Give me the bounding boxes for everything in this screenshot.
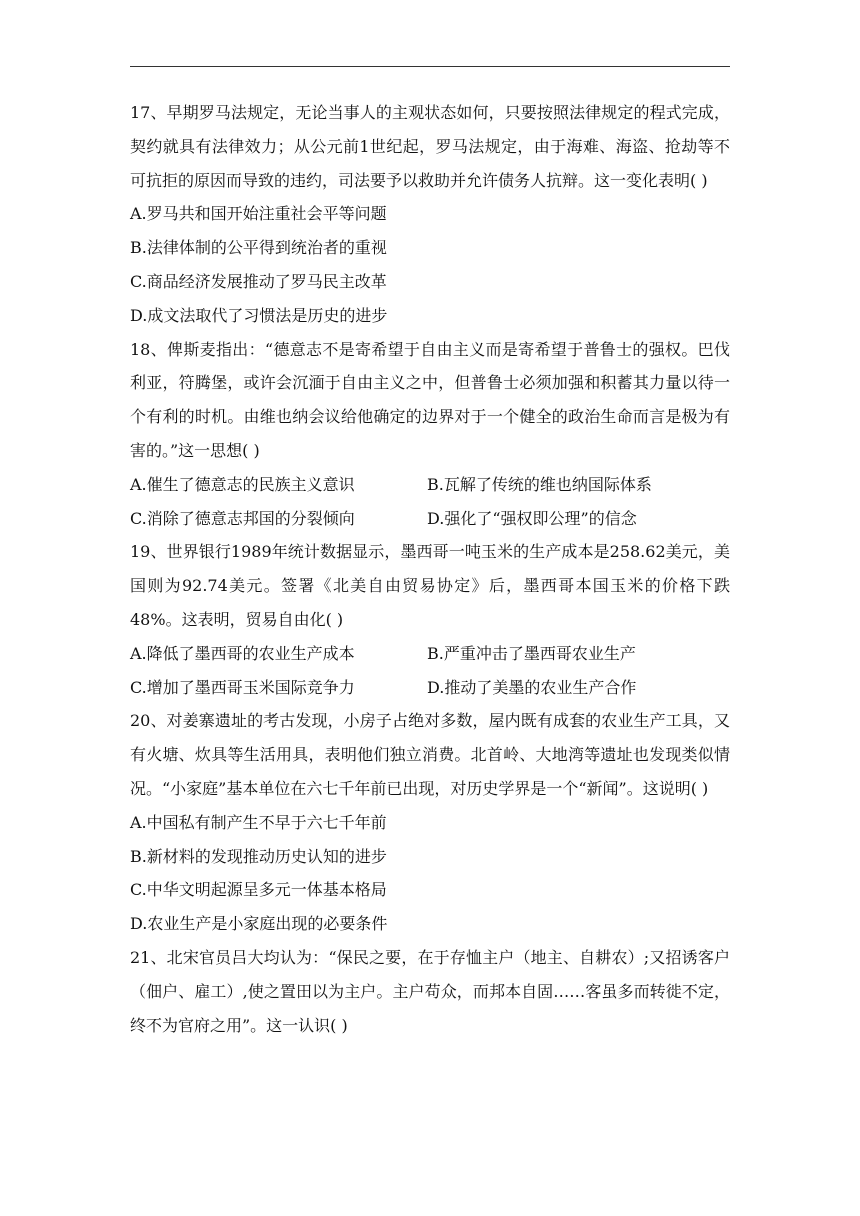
option-c: C.增加了墨西哥玉米国际竞争力	[130, 677, 355, 697]
option-b: B.严重冲击了墨西哥农业生产	[427, 643, 636, 663]
option-c: C.商品经济发展推动了罗马民主改革	[130, 271, 387, 291]
option-a: A.中国私有制产生不早于六七千年前	[130, 812, 387, 832]
option-b: B.瓦解了传统的维也纳国际体系	[427, 474, 652, 494]
option-d: D.强化了“强权即公理”的信念	[427, 508, 637, 528]
question-list	[130, 96, 730, 1042]
option-c: C.消除了德意志邦国的分裂倾向	[130, 508, 355, 528]
question-stem: 17、早期罗马法规定，无论当事人的主观状态如何，只要按照法律规定的程式完成，契约就具有法律效力；从公元前1世纪起，罗马法规定，由于海难、海盗、抢劫等不可抗拒的原因而导致的违约，司法要予以救助并允许债务人抗辩。这一变化表明( )	[130, 103, 730, 190]
option-a: A.催生了德意志的民族主义意识	[130, 474, 355, 494]
question-stem: 18、俾斯麦指出：“德意志不是寄希望于自由主义而是寄希望于普鲁士的强权。巴伐利亚，符腾堡，或许会沉湎于自由主义之中，但普鲁士必须加强和积蓄其力量以待一个有利的时机。由维也纳会议给他确定的边界对于一个健全的政治生命而言是极为有害的。”这一思想( )	[130, 339, 730, 460]
question-18	[130, 333, 730, 536]
question-20	[130, 704, 730, 941]
option-row	[130, 468, 730, 502]
option-a: A.罗马共和国开始注重社会平等问题	[130, 204, 387, 224]
option-c: C.中华文明起源呈多元一体基本格局	[130, 880, 387, 900]
option-row	[130, 502, 730, 536]
option-row	[130, 671, 730, 705]
question-stem: 19、世界银行1989年统计数据显示，墨西哥一吨玉米的生产成本是258.62美元，美国则为92.74美元。签署《北美自由贸易协定》后，墨西哥本国玉米的价格下跌48%。这表明，贸易自由化( )	[130, 542, 730, 629]
option-b: B.新材料的发现推动历史认知的进步	[130, 846, 387, 866]
question-17	[130, 96, 730, 333]
option-row	[130, 637, 730, 671]
question-stem: 21、北宋官员吕大均认为：“保民之要，在于存恤主户（地主、自耕农）;又招诱客户（佃户、雇工）,使之置田以为主户。主户苟众，而邦本自固……客虽多而转徙不定，终不为官府之用”。这一认识( )	[130, 947, 730, 1035]
question-19	[130, 535, 730, 704]
question-stem: 20、对姜寨遗址的考古发现，小房子占绝对多数，屋内既有成套的农业生产工具，又有火塘、炊具等生活用具，表明他们独立消费。北首岭、大地湾等遗址也发现类似情况。“小家庭”基本单位在六七千年前已出现，对历史学界是一个“新闻”。这说明( )	[130, 711, 730, 798]
option-d: D.推动了美墨的农业生产合作	[427, 677, 637, 697]
header-rule	[130, 66, 730, 67]
option-d: D.农业生产是小家庭出现的必要条件	[130, 914, 388, 934]
question-21	[130, 941, 730, 1042]
option-a: A.降低了墨西哥的农业生产成本	[130, 643, 355, 663]
option-d: D.成文法取代了习惯法是历史的进步	[130, 305, 388, 325]
option-b: B.法律体制的公平得到统治者的重视	[130, 238, 387, 258]
